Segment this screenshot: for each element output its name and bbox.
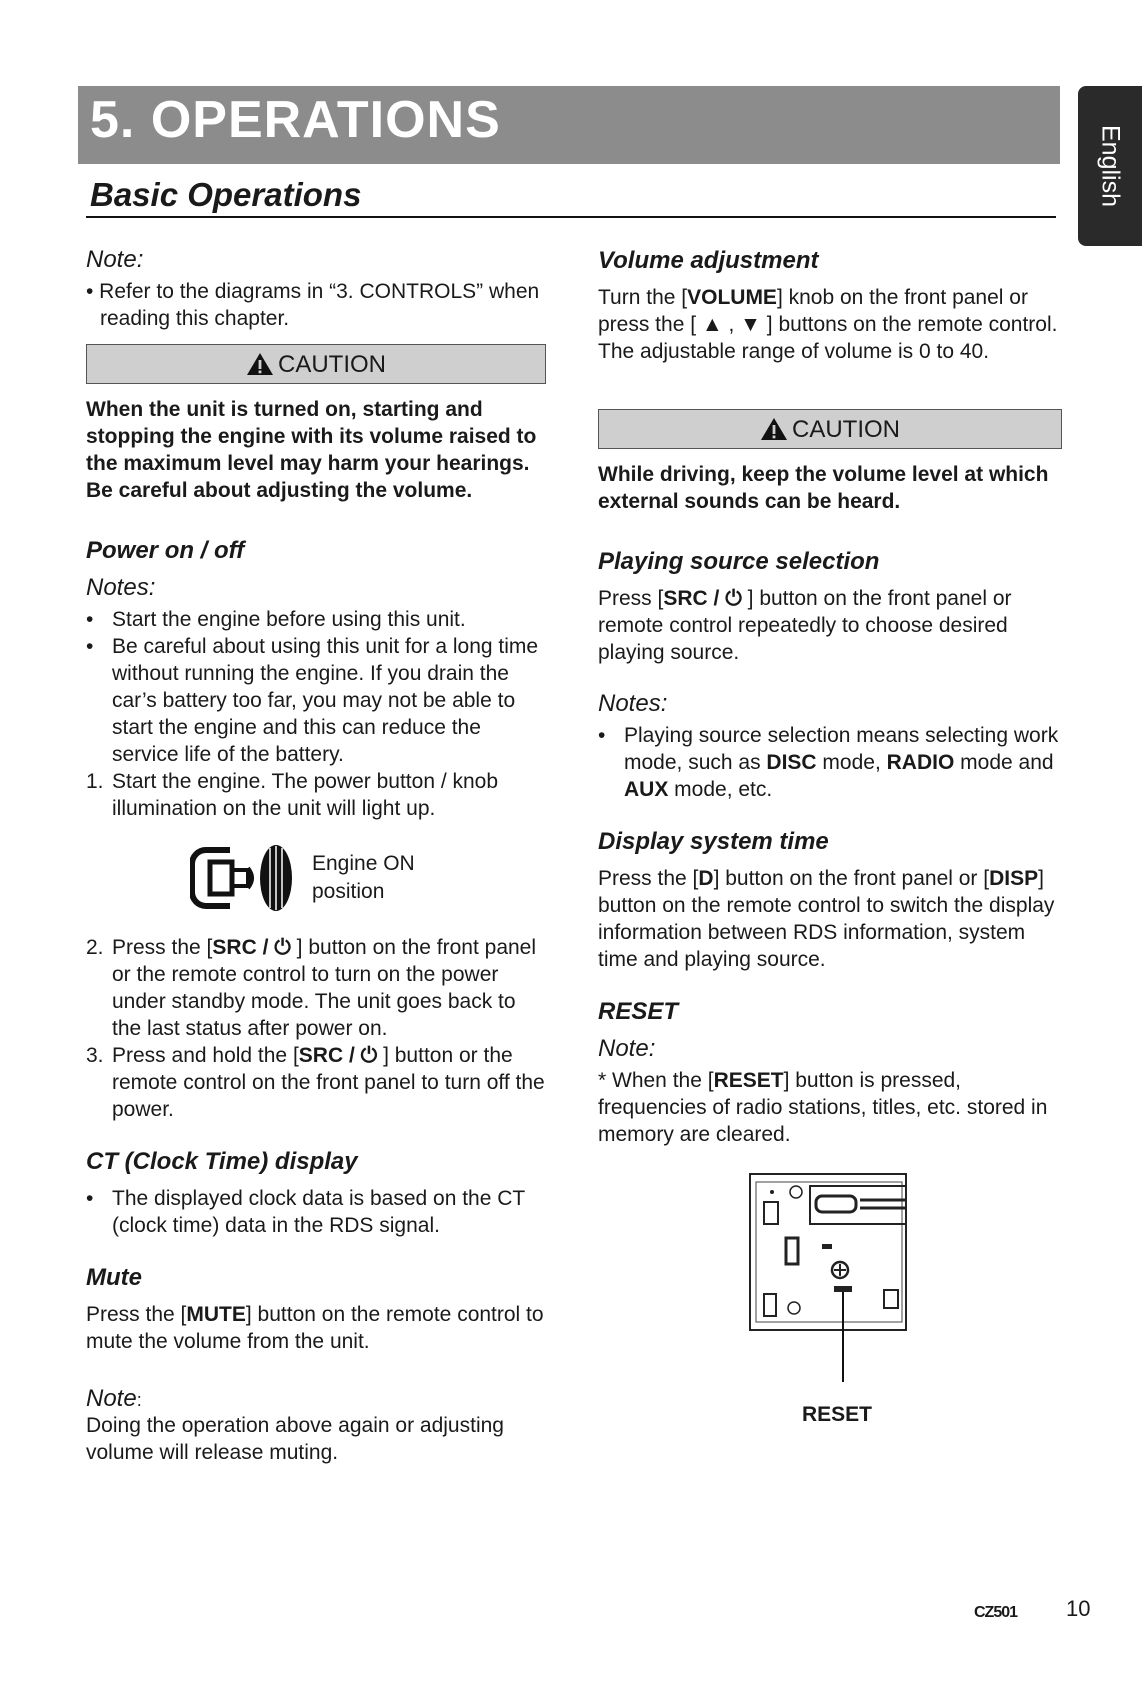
display-text-c: ] button on the remote control to switch the display information between RDS information, system time and playing source. — [598, 867, 1055, 971]
step-number: 2. — [86, 936, 104, 959]
mute-text-a: Press the [ — [86, 1303, 187, 1326]
volume-text-b: ] knob on the front panel or press the [ ▲ , ▼ ] buttons on the remote control. — [598, 286, 1058, 336]
language-tab-label: English — [1096, 125, 1125, 207]
volume-text-a: Turn the [ — [598, 286, 688, 309]
aux-key: AUX — [624, 778, 669, 801]
language-tab — [1078, 86, 1142, 246]
caution-text: When the unit is turned on, starting and stopping the engine with its volume raised to the maximum level may harm your hearings. — [86, 398, 537, 475]
engine-label-line1: Engine ON — [312, 852, 415, 875]
mute-note-colon: : — [136, 1390, 142, 1410]
warning-icon — [760, 417, 788, 441]
list-item: • Start the engine before using this unit. — [86, 606, 546, 633]
chapter-title: 5. OPERATIONS — [90, 91, 501, 149]
source-text-a: Press [ — [598, 587, 664, 610]
caution-text-2: Be careful about adjusting the volume. — [86, 479, 473, 502]
display-heading: Display system time — [598, 828, 829, 855]
model-number: CZ501 — [974, 1604, 1018, 1621]
section-title: Basic Operations — [90, 176, 362, 213]
step-text: Press and hold the [ — [112, 1044, 299, 1067]
reset-key: RESET — [713, 1069, 784, 1092]
mute-note-word: Note — [86, 1385, 137, 1412]
note-text: Playing source selection means selecting work mode, such as — [624, 724, 1059, 774]
warning-icon — [246, 352, 274, 376]
reset-text — [598, 1067, 1062, 1148]
disp-key: DISP — [989, 867, 1039, 890]
source-notes-list — [598, 722, 1062, 803]
reset-note-heading: Note: — [598, 1035, 656, 1062]
page-number: 10 — [1066, 1596, 1091, 1621]
list-item: • The displayed clock data is based on the CT (clock time) data in the RDS signal. — [86, 1185, 546, 1239]
source-heading: Playing source selection — [598, 548, 880, 575]
note-text: mode, etc. — [668, 778, 773, 801]
caution-box — [598, 409, 1062, 449]
step-text: Press the [ — [112, 936, 213, 959]
src-key: SRC / ⏻ — [212, 936, 291, 959]
volume-range-text: The adjustable range of volume is 0 to 40. — [598, 340, 990, 363]
ct-heading: CT (Clock Time) display — [86, 1148, 358, 1175]
reset-text-a: * When the [ — [598, 1069, 714, 1092]
step-number: 3. — [86, 1044, 104, 1067]
left-column — [86, 246, 546, 1466]
section-rule — [86, 216, 1056, 218]
mute-note-heading — [86, 1387, 546, 1412]
radio-key: RADIO — [886, 751, 955, 774]
note-heading: Note: — [86, 246, 144, 273]
note-text: mode and — [954, 751, 1054, 774]
step-number: 1. — [86, 770, 104, 793]
src-key: SRC / ⏻ — [298, 1044, 378, 1067]
reset-heading: RESET — [598, 998, 679, 1025]
source-notes-heading: Notes: — [598, 690, 668, 717]
reset-figure — [748, 1172, 1062, 1428]
volume-text — [598, 284, 1062, 338]
list-item — [598, 722, 1062, 803]
d-key: D — [698, 867, 714, 890]
list-item: • Be careful about using this unit for a long time without running the engine. If you drain the car’s battery too far, you may not be able to start the engine and this can reduce the service life of the battery. — [86, 633, 546, 768]
reset-text-b: ] button is pressed, frequencies of radio stations, titles, etc. stored in memory are cleared. — [598, 1069, 1048, 1146]
mute-text — [86, 1301, 546, 1355]
ct-list — [86, 1185, 546, 1239]
engine-on-illustration — [190, 842, 546, 914]
list-item — [86, 934, 546, 1042]
mute-text-b: ] button on the remote control to mute the volume from the unit. — [86, 1303, 544, 1353]
src-key: SRC / ⏻ — [663, 587, 742, 610]
disc-key: DISC — [766, 751, 817, 774]
power-heading: Power on / off — [86, 537, 245, 564]
power-steps-continued — [86, 934, 546, 1123]
engine-label-line2: position — [312, 880, 385, 903]
front-panel-diagram — [748, 1172, 908, 1392]
volume-key: VOLUME — [687, 286, 777, 309]
caution-box — [86, 344, 546, 384]
step-text: ] button on the front panel or the remote control to turn on the power under standby mode. The unit goes back to the last status after power on. — [112, 936, 537, 1040]
right-column — [598, 246, 1062, 1428]
caution-label: CAUTION — [792, 415, 900, 443]
note-text: • Refer to the diagrams in “3. CONTROLS” when reading this chapter. — [86, 280, 540, 330]
note-text: mode, — [816, 751, 887, 774]
source-text-b: ] button on the front panel or remote control repeatedly to choose desired playing source. — [598, 587, 1012, 664]
power-notes-list — [86, 606, 546, 768]
ignition-key-icon — [190, 842, 300, 914]
display-text-a: Press the [ — [598, 867, 699, 890]
display-text — [598, 865, 1062, 973]
caution-label: CAUTION — [278, 350, 386, 378]
power-steps — [86, 768, 546, 822]
volume-heading: Volume adjustment — [598, 247, 819, 274]
caution-text: While driving, keep the volume level at which external sounds can be heard. — [598, 463, 1049, 513]
list-item — [86, 768, 546, 822]
mute-key: MUTE — [186, 1303, 246, 1326]
mute-heading: Mute — [86, 1264, 142, 1291]
list-item — [86, 1042, 546, 1123]
step-text: Start the engine. The power button / knob illumination on the unit will light up. — [112, 770, 499, 820]
step-text: ] button or the remote control on the front panel to turn off the power. — [112, 1044, 545, 1121]
display-text-b: ] button on the front panel or [ — [713, 867, 990, 890]
reset-figure-label: RESET — [802, 1403, 873, 1426]
power-notes-heading: Notes: — [86, 574, 156, 601]
mute-note-text: Doing the operation above again or adjusting volume will release muting. — [86, 1414, 504, 1464]
source-text — [598, 585, 1062, 666]
